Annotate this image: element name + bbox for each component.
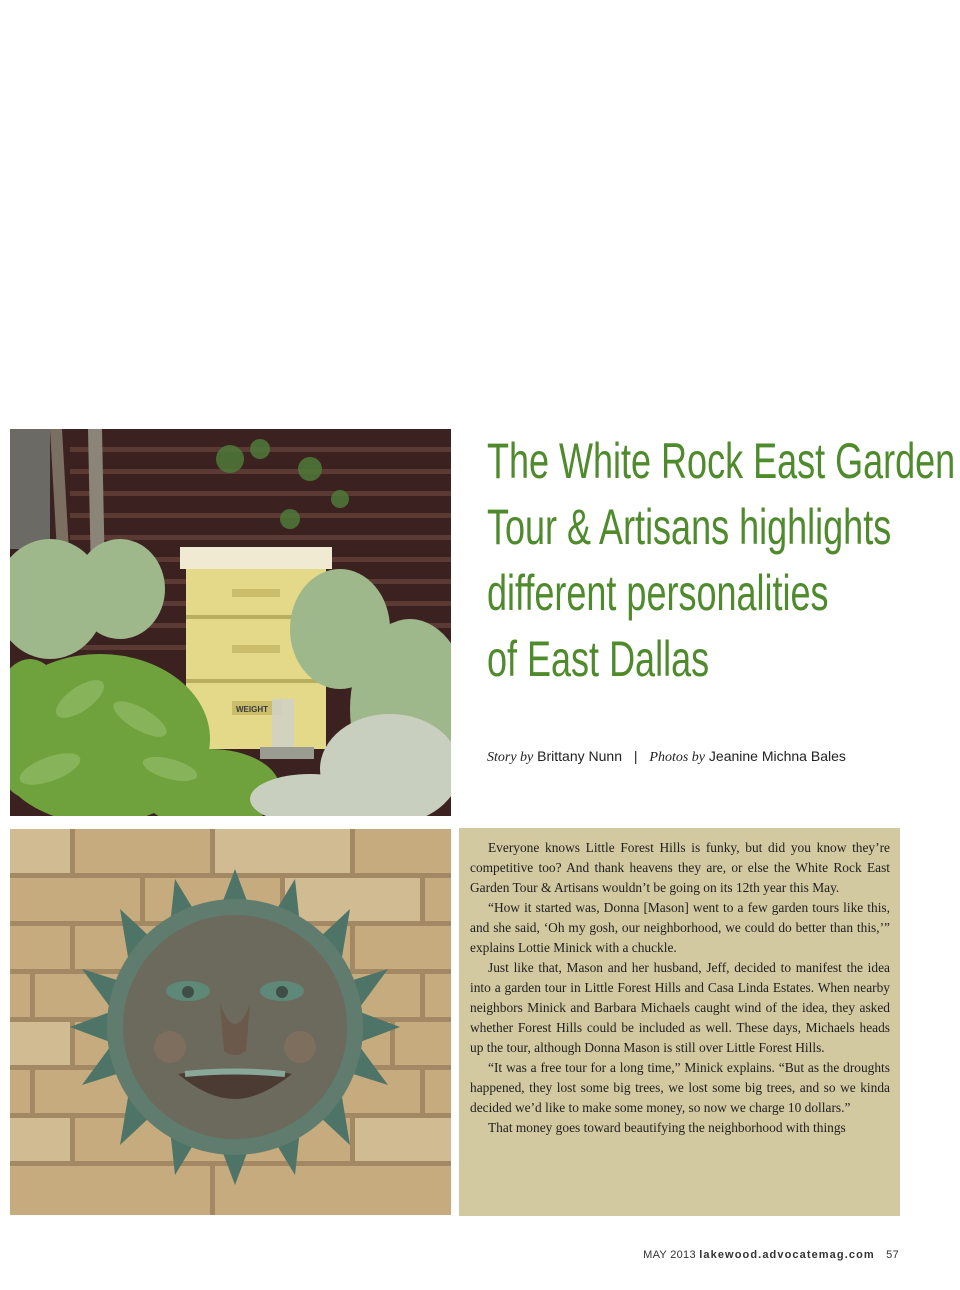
author-name: Brittany Nunn: [537, 748, 622, 764]
website-url: lakewood.advocatemag.com: [699, 1249, 875, 1261]
issue-date: MAY 2013: [643, 1249, 696, 1261]
article-headline: [487, 428, 956, 692]
sun-face-wall-photo: [10, 829, 451, 1215]
article-paragraph-2: “How it started was, Donna [Mason] went to a few garden tours like this, and she said, ‘Oh my gosh, our neighborhood, we could do better than this,’” explains Lottie Minick with a chuckle.: [470, 900, 890, 955]
article-body: [459, 828, 900, 1216]
photos-by-label: Photos by: [649, 750, 706, 765]
beehive-weight-label: WEIGHT: [236, 705, 268, 714]
article-paragraph-1: Everyone knows Little Forest Hills is funky, but did you know they’re competitive too? And thank heavens they are, or else the White Rock East Garden Tour & Artisans wouldn’t be going on its 12th year this May.: [470, 840, 890, 895]
beehive-garden-illustration: [10, 429, 451, 816]
photographer-name: Jeanine Michna Bales: [708, 748, 846, 764]
headline-line-3: different personalities: [487, 565, 829, 621]
page-footer: [643, 1249, 899, 1261]
article-paragraph-3: Just like that, Mason and her husband, Jeff, decided to manifest the idea into a garden tour in Little Forest Hills and Casa Linda Estates. When nearby neighbors Minick and Barbara Michaels caught wind of the idea, they asked whether Forest Hills could be included as well. These days, Michaels heads up the tour, although Donna Mason is still over Little Forest Hills.: [470, 960, 890, 1055]
headline-line-4: of East Dallas: [487, 631, 710, 687]
headline-line-2: Tour & Artisans highlights: [487, 499, 892, 555]
sun-face-illustration: [10, 829, 451, 1215]
beehive-garden-photo: [10, 429, 451, 816]
byline-separator: |: [633, 748, 638, 764]
article-paragraph-4: “It was a free tour for a long time,” Minick explains. “But as the droughts happened, they lost some big trees, we lost some big trees, and so we kinda decided we’d like to make some money, so now we charge 10 dollars.”: [470, 1060, 890, 1115]
article-paragraph-5: That money goes toward beautifying the neighborhood with things: [488, 1120, 846, 1135]
page-number: 57: [886, 1249, 899, 1261]
headline-line-1: The White Rock East Garden: [487, 433, 956, 489]
story-by-label: Story by: [487, 750, 534, 765]
byline: [487, 748, 846, 766]
